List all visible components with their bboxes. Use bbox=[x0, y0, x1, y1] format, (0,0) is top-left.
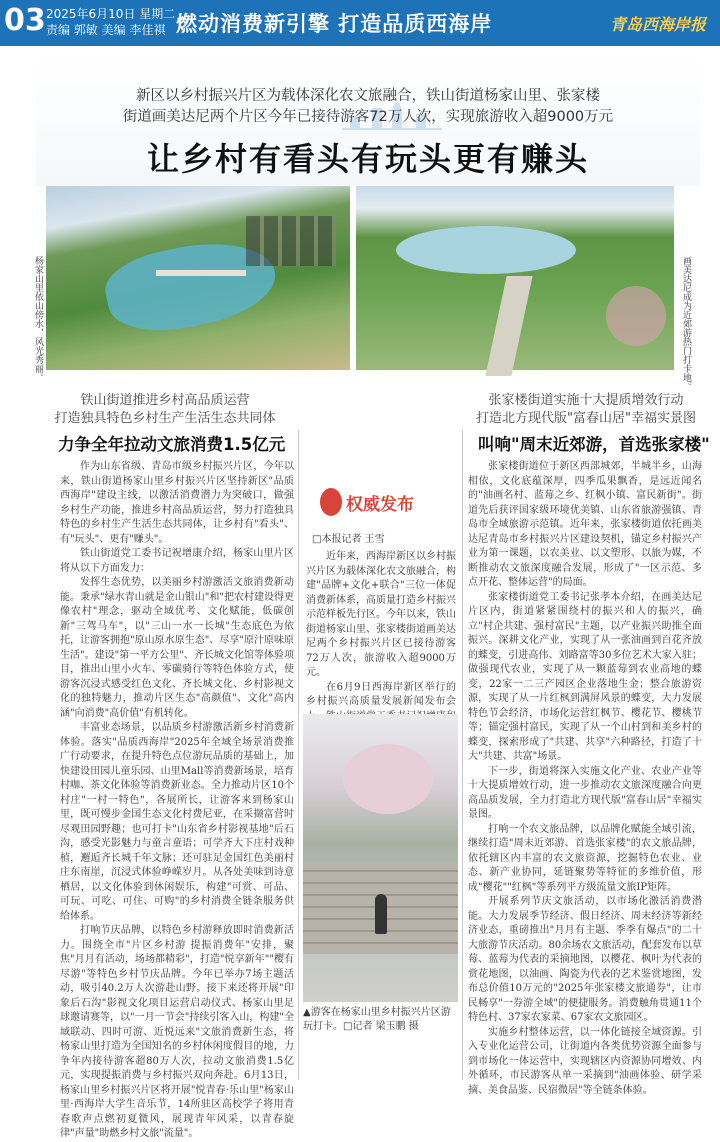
editors: 责编 郭敏 美编 李佳祺 bbox=[46, 23, 166, 37]
photo-huameidani bbox=[356, 186, 674, 370]
photo-caption-right: 画美达尼成为近郊游热门打卡地。 bbox=[681, 256, 691, 391]
right-subhead: 张家楼街道实施十大提质增效行动 打造北方现代版"富春山居"幸福实景图 bbox=[476, 393, 696, 426]
reporter-byline: □本报记者 王雪 bbox=[312, 534, 385, 545]
paragraph: 开展系列节庆文旅活动，以市场化激活消费潜能。大力发展季节经济、假日经济、周末经济等新经济业态，重磅推出"月月有主题、季季有爆点"的二十大旅游节庆活动。80余场农文旅活动，配套发布以草莓、蓝莓为代表的采摘地图，以樱花、枫叶为代表的赏花地图，以油画、陶瓷为代表的艺术鉴赏地图，发布总价值10万元的"2025年张家楼文旅通券"，让市民畅享"一券游全域"的便捷服务。消费触角贯通11个特色村、37家农家菜、67家农文旅园区。 bbox=[468, 896, 702, 1023]
photo-caption-mid: ▲游客在杨家山里乡村振兴片区游玩打卡。□记者 梁玉鹏 摄 bbox=[303, 1007, 451, 1032]
paragraph: 实施乡村整体运营，以一体化链接全域资源。引入专业化运营公司，让街道内各类优势资源全面参与到市场化一体运营中，实现辖区内资源协同增效、内外循环，市民游客从单一采摘到"油画体验、研学采摘、美食品鉴、民宿微居"等全链条体验。 bbox=[468, 1026, 702, 1096]
photo-caption-left: 杨家山里依山傍水，风光秀丽。 bbox=[33, 256, 43, 382]
left-headline: 力争全年拉动文旅消费1.5亿元 bbox=[58, 435, 286, 454]
paragraph: 丰富业态场景，以品质乡村游激活新乡村消费新体验。落实"品质西海岸"2025年全域全场景消费推广行动要求，在提升特色点位游玩品质的基础上，加快建设田园儿童乐园、山里Mall等消费新场景，培育村咖、茶文化体验等消费新业态。全力推动片区10个村庄"一村一特色"，各展所长，让游客来到杨家山里，既可慢步金国生态文化村费尼亚，在采撷富营时尽观田园野趣；也可打卡"山东省乡村影视基地"后石沟，感受光影魅力与童言童语；可学齐大下庄村戏种植，邂逅齐长城千年文脉；还可驻足金国红色美丽村庄东南崖，沉浸式体验峥嵘岁月。从各处美味到诗意栖居，以文化体验到休闲娱乐，构建"可赏、可品、可玩、可吃、可住、可购"的乡村消费全链条服务供给体系。 bbox=[60, 722, 294, 922]
paragraph: 下一步，街道将深入实施文化产业、农业产业等十大提质增效行动，进一步推动农文旅深度融合向更高品质发展，全力打造北方现代版"富春山居"幸福实景图。 bbox=[468, 765, 702, 820]
page-header-bar bbox=[0, 0, 720, 46]
page-number: 03 bbox=[4, 3, 46, 38]
paragraph: 作为山东省级、青岛市级乡村振兴片区，今年以来，铁山街道杨家山里乡村振兴片区坚持新区"品质西海岸"建设主线，以激活消费潜力为突破口，做强乡村生产功能，推进乡村高品质运营，努力打造独具特色的乡村生产生活生态共同体，让乡村有"看头"、有"玩头"、更有"赚头"。 bbox=[60, 461, 294, 545]
paragraph: 张家楼街道党工委书记张孝本介绍，在画美达尼片区内，街道紧紧围绕村的振兴和人的振兴，确立"村企共建、强村富民"主题，以产业振兴助推全面振兴。深耕文化产业，实现了从一张油画到百花齐放的蝶变，引进高伟、刘路富等30多位艺术大家入驻；做强现代农业，实现了从一颗蓝莓到农业高地的蝶变，22家一二三产园区企业落地生金；整合旅游资源，实现了从一片红枫到满屏风景的蝶变，大力发展特色节会经济，市场化运营红枫节、樱花节、樱桃节等；锚定强村富民，实现了从一个山村到和美乡村的蝶变，探索形成了"共建、共享"六种路径，打造了十大"共建、共富"场景。 bbox=[468, 591, 702, 762]
authority-release-title: 权威发布 bbox=[300, 488, 450, 518]
paragraph: 发挥生态优势，以美丽乡村游激活文旅消费新动能。秉承"绿水青山就是金山银山"和"把农村建设得更像农村"理念，驱动全域优考、文化赋能，低碳创新"三驾马车"，以"三山一水一长城"生态底色为依托，让游客拥抱"原山原水原生态"、尽享"原汁原味原生活"。建设"第一平方公里"、齐长城文化馆等体验项目，推出山里小火车、零碳骑行等特色体验方式，使游客沉浸式感受红色文化、齐长城文化、乡村影视文化的独特魅力，推动片区生态"高颜值"、文化"高内涵"向消费"高价值"有机转化。 bbox=[60, 577, 294, 719]
main-headline: 让乡村有看头有玩头更有赚头 bbox=[146, 140, 589, 178]
paragraph: 张家楼街道位于新区西部城郊，半城半乡，山海相依，文化底蕴深厚，四季瓜果飘香，是远近闻名的"油画名村、蓝莓之乡、红枫小镇、富民新街"。街道先后获评国家级环境优美镇、山东省旅游强镇、青岛市全域旅游示范镇。近年来，张家楼街道依托画美达尼青岛市乡村振兴片区建设契机，锚定乡村振兴产业为第一课题，以农美业、以文塑形、以旅为媒，不断推动农文旅深度融合发展，形成了"一区示范、多点开花、整体运营"的局面。 bbox=[468, 461, 702, 588]
microphone-icon bbox=[320, 488, 342, 516]
photo-yangjiashanli bbox=[46, 186, 350, 370]
right-article-body bbox=[468, 460, 702, 1098]
right-headline: 叫响"周末近郊游，首选张家楼" bbox=[478, 435, 710, 454]
left-subhead: 铁山街道推进乡村高品质运营 打造独具特色乡村生产生活生态共同体 bbox=[54, 393, 276, 426]
left-article-body bbox=[60, 460, 294, 1142]
photo-visitors bbox=[303, 714, 458, 1002]
issue-date: 2025年6月10日 星期二 bbox=[46, 7, 176, 21]
paragraph: 铁山街道党工委书记祝增康介绍，杨家山里片区将从以下方面发力： bbox=[60, 548, 294, 574]
paragraph: 近年来，西海岸新区以乡村振兴片区为载体深化农文旅融合，构建"品牌+文化+联合"三位一体促消费新体系，高质量打造乡村振兴示范样板先行区。今年以来，铁山街道杨家山里、张家楼街道画美达尼两个乡村振兴片区已接待游客72万人次，旅游收入超9000万元。 bbox=[306, 551, 456, 678]
issue-info bbox=[46, 6, 175, 38]
lead-area bbox=[36, 56, 700, 186]
lead-subhead: 新区以乡村振兴片区为载体深化农文旅融合，铁山街道杨家山里、张家楼 街道画美达尼两个片区今年已接待游客72万人次，实现旅游收入超9000万元 bbox=[122, 88, 614, 125]
section-headline: 燃动消费新引擎 打造品质西海岸 bbox=[176, 12, 493, 36]
paragraph: 打响节庆品牌，以特色乡村游释放即时消费新活力。围绕全市"片区乡村游 提振消费年"安排，聚焦"月月有活动，场场都精彩"，打造"悦享新年""樱有尽游"等特色乡村节庆品牌。今年已举办7场主题活动，吸引40.2万人次游赴山野。接下来还将开展"印象后石沟"影视文化项目运营启动仪式、杨家山里足球邀请赛等，以"一月一节会"持续引客入山，构建"全域联动、四时可游、近悦远来"文旅消费新生态，将杨家山里打造为全国知名的乡村休闲度假目的地，力争年内接待游客超80万人次，拉动文旅消费1.5亿元，实现提振消费与乡村振兴双向奔赴。6月13日，杨家山里乡村振兴片区将开展"悦青春·乐山里"杨家山里·西海岸大学生音乐节，14所驻区高校学子将用青春歌声点燃初夏微风，展现青年风采，以青春旋律"声量"助燃乡村文旅"流量"。 bbox=[60, 925, 294, 1139]
paragraph: 打响一个农文旅品牌，以品牌化赋能全域引流，继续打造"周末近郊游、首选张家楼"的农文旅品牌，依托辖区内丰富的农文旅资源，挖掘特色农业、业态、新产业协同，延链聚势等特征的多维价值，形成"樱花""红枫"等系列平方级流量文旅IP矩阵。 bbox=[468, 823, 702, 893]
paragraph: 在6月9日西海岸新区举行的乡村振兴高质量发展新闻发布会 bbox=[306, 681, 456, 707]
column-divider bbox=[462, 430, 463, 1080]
newspaper-brand: 青岛西海岸报 bbox=[609, 15, 706, 34]
column-divider bbox=[298, 430, 299, 1080]
